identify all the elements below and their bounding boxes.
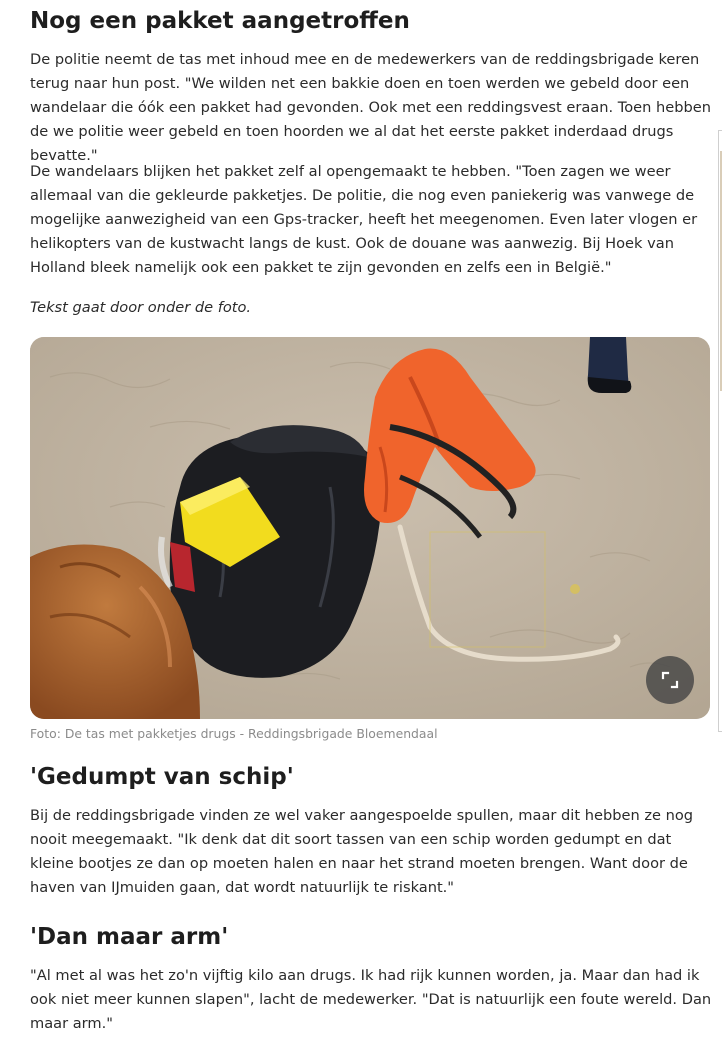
expand-icon	[661, 671, 679, 689]
side-panel-edge	[718, 130, 722, 732]
paragraph: "Al met al was het zo'n vijftig kilo aan drugs. Ik had rijk kunnen worden, ja. Maar dan had ik ook niet meer kunnen slapen", lacht de medewerker. "Dat is natuurlijk een foute wereld. Dan maar arm."	[30, 967, 712, 1032]
photo-note: Tekst gaat door onder de foto.	[30, 299, 252, 316]
section-heading-dan-maar-arm: 'Dan maar arm'	[30, 924, 229, 950]
article-photo[interactable]	[30, 337, 710, 719]
expand-photo-button[interactable]	[646, 656, 694, 704]
paragraph: De politie neemt de tas met inhoud mee en de medewerkers van de reddingsbrigade keren terug naar hun post. "We wilden net een bakkie doen en toen werden we gebeld door een wandelaar die óók een pakket had gevonden. Ook met een reddingsvest eraan. Toen hebben de we politie weer gebeld en toen hoorden we al dat het eerste pakket inderdaad drugs bevatte."	[30, 51, 711, 164]
paragraph: De wandelaars blijken het pakket zelf al opengemaakt te hebben. "Toen zagen we weer allemaal van die gekleurde pakketjes. De politie, die nog even paniekerig was vanwege de mogelijke aanwezigheid van een Gps-tracker, heeft het meegenomen. Even later vlogen er helikopters van de kustwacht langs de kust. Ook de douane was aanwezig. Bij Hoek van Holland bleek namelijk ook een pakket te zijn gevonden en zelfs een in België."	[30, 163, 698, 276]
section-heading-gedumpt-van-schip: 'Gedumpt van schip'	[30, 764, 294, 790]
photo-caption: Foto: De tas met pakketjes drugs - Reddingsbrigade Bloemendaal	[30, 726, 438, 741]
photo-illustration	[30, 337, 710, 719]
paragraph: Bij de reddingsbrigade vinden ze wel vaker aangespoelde spullen, maar dit hebben ze nog nooit meegemaakt. "Ik denk dat dit soort tassen van een schip worden gedumpt en dat kleine bootjes ze dan op moeten halen en naar het strand moeten brengen. Want door de haven van IJmuiden gaan, dat wordt natuurlijk te riskant."	[30, 807, 694, 896]
section-heading-nog-een-pakket: Nog een pakket aangetroffen	[30, 8, 410, 34]
